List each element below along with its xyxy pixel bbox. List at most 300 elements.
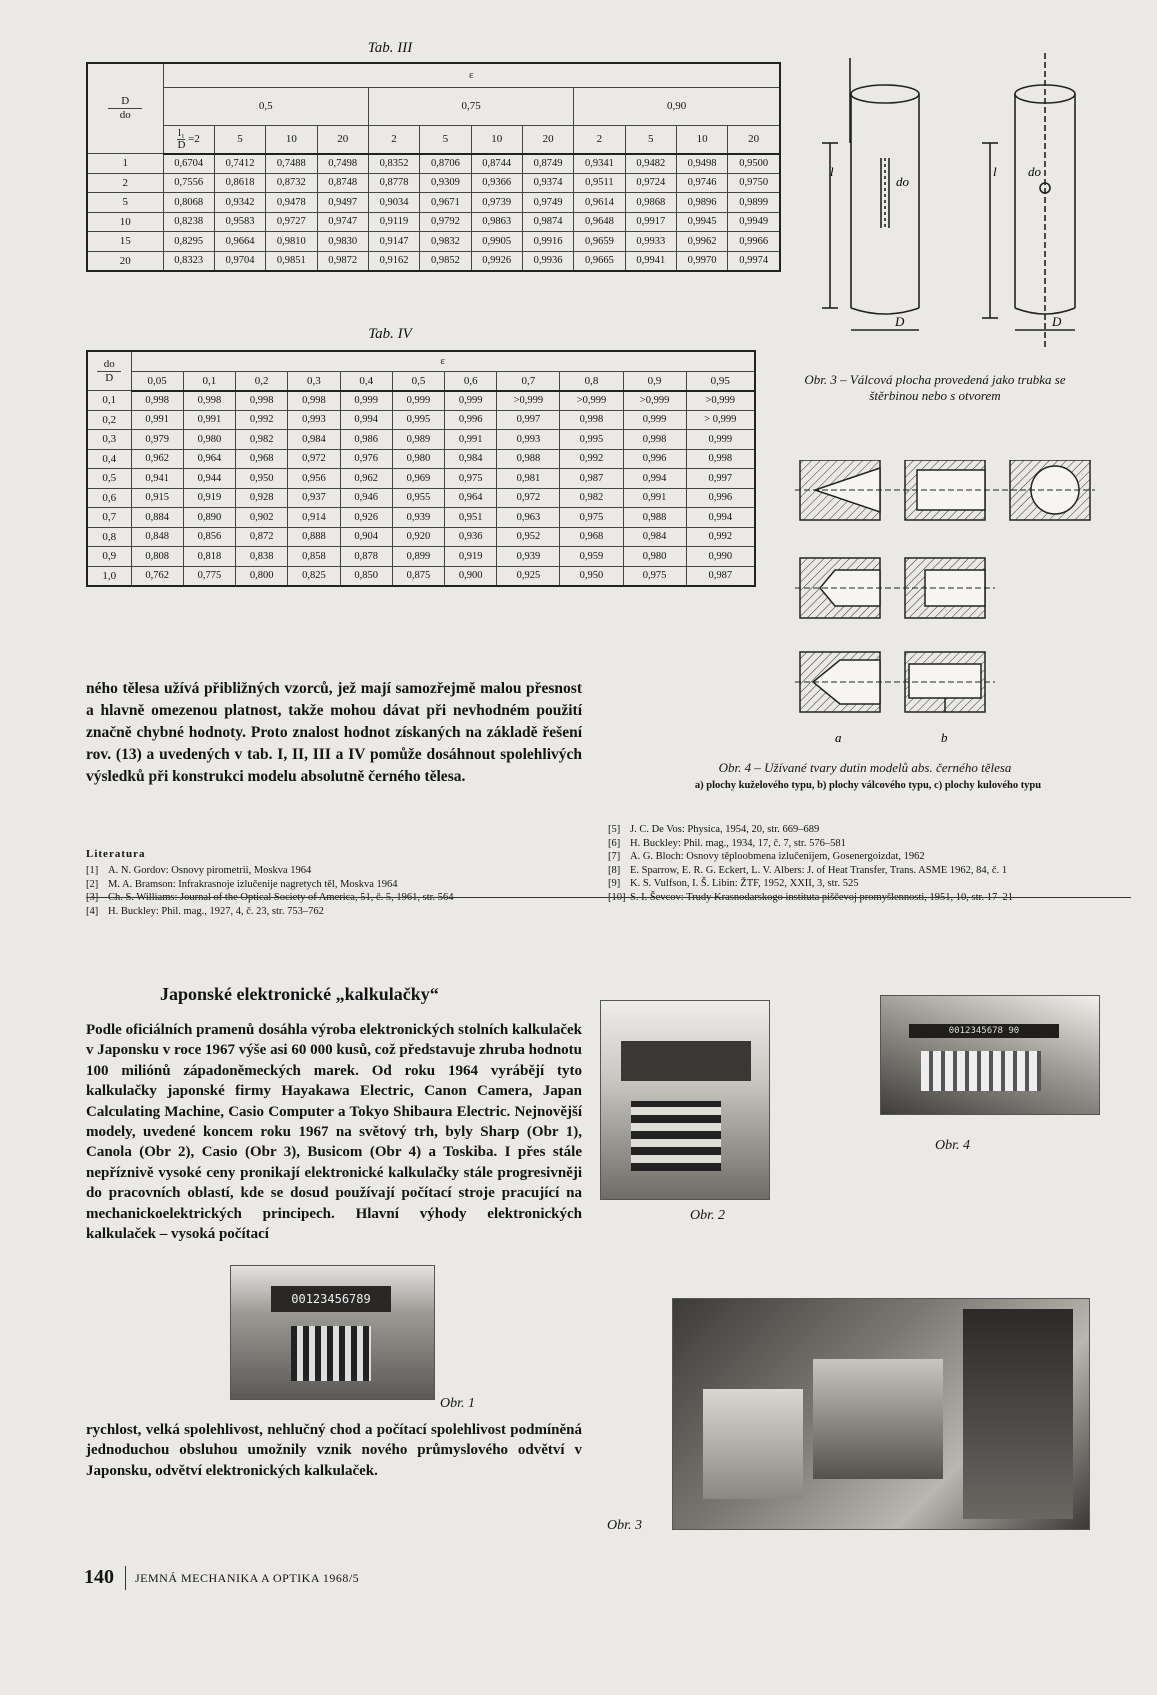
- tab4-cell: 0,936: [445, 527, 497, 547]
- tab3-cell: 0,9341: [574, 154, 625, 174]
- tab4-cell: 0,762: [131, 566, 183, 586]
- tab4-cell: 0,972: [288, 449, 340, 469]
- tab4-cell: 0,999: [392, 391, 444, 411]
- tab4-cell: 0,950: [560, 566, 623, 586]
- obr4-keypad: [921, 1051, 1041, 1091]
- tab3-cell: 0,9749: [522, 193, 573, 213]
- tab3-cell: 0,9916: [522, 232, 573, 252]
- tab3-cell: 0,9724: [625, 173, 676, 193]
- tab4-cell: 0,998: [623, 430, 686, 450]
- article-body-2: rychlost, velká spolehlivost, nehlučný chod a počítací spolehlivost podmíněná jednoduchou obsluhou umožnily vznik nového průmyslového odvětví v Japonsku, odvětví elektronických kalkulaček.: [86, 1422, 582, 1479]
- tab3-cell: 0,9917: [625, 212, 676, 232]
- reference-text: Ch. S. Williams: Journal of the Optical Society of America, 51, č. 5, 1961, str. 564: [108, 892, 454, 903]
- tab3-cell: 0,8706: [420, 154, 471, 174]
- tab3-cell: 0,9872: [317, 251, 368, 271]
- obr1-caption: Obr. 1: [440, 1396, 476, 1411]
- fig3-caption: Obr. 3 – Válcová plocha provedená jako trubka se štěrbinou nebo s otvorem: [804, 372, 1066, 403]
- tab4-cell: 0,994: [686, 508, 755, 528]
- tab3-cell: 0,9792: [420, 212, 471, 232]
- tab3-subcol: 5: [625, 125, 676, 154]
- tab3-cell: 0,9482: [625, 154, 676, 174]
- tab4-cell: 0,850: [340, 566, 392, 586]
- tab3-cell: 0,9478: [266, 193, 317, 213]
- tab4-cell: >0,999: [560, 391, 623, 411]
- tab4-cell: 0,996: [445, 410, 497, 430]
- fig4-subcaption: a) plochy kuželového typu, b) plochy válcového typu, c) plochy kulového typu: [694, 780, 1042, 791]
- tab3-cell: 0,8352: [368, 154, 419, 174]
- tab4-col-header: 0,05: [131, 371, 183, 391]
- reference-item: [608, 877, 1128, 891]
- tab4-cell: 0,919: [183, 488, 235, 508]
- tab3-subcol: 20: [522, 125, 573, 154]
- tab3-cell: 0,8749: [522, 154, 573, 174]
- tab3-cell: 0,9671: [420, 193, 471, 213]
- tab3-li-header: [163, 125, 214, 154]
- obr3-person: [963, 1309, 1073, 1519]
- tab3-cell: 0,9899: [728, 193, 780, 213]
- tab3-row: [87, 232, 780, 252]
- tab3-cell: 0,8732: [266, 173, 317, 193]
- tab4-cell: 0,975: [560, 508, 623, 528]
- obr3-photo: [672, 1298, 1090, 1530]
- fig3-label-do2: do: [1028, 164, 1041, 179]
- obr4-display: 0012345678 90: [909, 1024, 1059, 1038]
- reference-item: [86, 864, 586, 878]
- fig4-label-b: b: [941, 730, 948, 745]
- tab3-cell: 0,9034: [368, 193, 419, 213]
- tab4-cell: 0,986: [340, 430, 392, 450]
- tab4-col-header: 0,2: [236, 371, 288, 391]
- fig3-label-l2: l: [993, 164, 997, 179]
- obr3-caption: Obr. 3: [607, 1518, 643, 1533]
- tab4-col-header: 0,7: [497, 371, 560, 391]
- tab3-cell: 0,9614: [574, 193, 625, 213]
- tab3-subcol: 5: [420, 125, 471, 154]
- tab3-cell: 0,9810: [266, 232, 317, 252]
- tab4-cell: 0,964: [183, 449, 235, 469]
- tab4-cell: 0,962: [340, 469, 392, 489]
- tab3-cell: 0,9659: [574, 232, 625, 252]
- fig3-svg: [800, 48, 1130, 348]
- tab4-cell: 0,992: [236, 410, 288, 430]
- tab3-cell: 0,9962: [676, 232, 727, 252]
- tab3-cell: 0,9162: [368, 251, 419, 271]
- tab4-row-header: 0,3: [87, 430, 131, 450]
- tab4-cell: 0,878: [340, 547, 392, 567]
- obr4-photo: [880, 995, 1100, 1115]
- obr2-caption: Obr. 2: [690, 1208, 726, 1223]
- tab3-row-header: 20: [87, 251, 163, 271]
- tab4-cell: 0,925: [497, 566, 560, 586]
- reference-number: [6]: [608, 837, 621, 849]
- reference-item: [608, 850, 1128, 864]
- fig4-caption: Obr. 4 – Užívané tvary dutin modelů abs. černého tělesa: [718, 760, 1012, 775]
- tab3-cell: 0,9664: [214, 232, 265, 252]
- tab4-row-header: 0,9: [87, 547, 131, 567]
- tab4-cell: 0,976: [340, 449, 392, 469]
- tab4-table: [86, 350, 756, 587]
- tab4-cell: 0,838: [236, 547, 288, 567]
- tab3-row: [87, 173, 780, 193]
- main-paragraph: ného tělesa užívá přibližných vzorců, jež mají samozřejmě malou přesnost a hlavně omezenou platnost, takže mohou dávat při nevhodném použití značně chybné hodnoty. Proto znalost hodnot získaných na základě řešení rov. (13) a uvedených v tab. I, II, III a IV pomůže dosáhnout spolehlivých výsledků při konstrukci modelu absolutně černého tělesa.: [86, 680, 582, 785]
- tab4-cell: 0,989: [392, 430, 444, 450]
- tab4-cell: 0,941: [131, 469, 183, 489]
- tab3-cell: 0,9966: [728, 232, 780, 252]
- tab3-cell: 0,8618: [214, 173, 265, 193]
- tab4-cell: 0,951: [445, 508, 497, 528]
- reference-text: M. A. Bramson: Infrakrasnoje izlučenije nagretych těl, Moskva 1964: [108, 878, 398, 890]
- tab4-cell: 0,979: [131, 430, 183, 450]
- tab3-cell: 0,9868: [625, 193, 676, 213]
- tab3-cell: 0,9905: [471, 232, 522, 252]
- tab3-cell: 0,9830: [317, 232, 368, 252]
- tab3-do-label: do: [119, 109, 131, 121]
- tab4-cell: 0,900: [445, 566, 497, 586]
- tab4-cell: 0,997: [686, 469, 755, 489]
- tab4-cell: 0,944: [183, 469, 235, 489]
- tab4-cell: 0,919: [445, 547, 497, 567]
- tab3-row-header: 10: [87, 212, 163, 232]
- tab3-subcol: 10: [266, 125, 317, 154]
- tab4-cell: 0,818: [183, 547, 235, 567]
- tab4-cell: 0,999: [445, 391, 497, 411]
- tab4-cell: 0,858: [288, 547, 340, 567]
- tab4-cell: 0,904: [340, 527, 392, 547]
- tab3-eps-header: ε: [163, 63, 780, 87]
- tab4-row-header: 1,0: [87, 566, 131, 586]
- obr3-calculator: [703, 1389, 803, 1499]
- tab4-row: [87, 391, 755, 411]
- fig3-diagram: [800, 48, 1130, 348]
- tab3-cell: 0,9747: [317, 212, 368, 232]
- article-heading: Japonské elektronické „kalkulačky“: [160, 984, 439, 1004]
- literature-title: Literatura: [86, 848, 146, 860]
- tab4-col-header: 0,1: [183, 371, 235, 391]
- tab4-cell: 0,825: [288, 566, 340, 586]
- tab3-cell: 0,9945: [676, 212, 727, 232]
- tab4-cell: 0,998: [236, 391, 288, 411]
- tab4-cell: 0,856: [183, 527, 235, 547]
- tab3-cell: 0,9147: [368, 232, 419, 252]
- fig3-label-D: D: [895, 314, 905, 329]
- tab3-cell: 0,9500: [728, 154, 780, 174]
- tab4-cell: 0,956: [288, 469, 340, 489]
- reference-text: E. Sparrow, E. R. G. Eckert, L. V. Albers: J. of Heat Transfer, Trans. ASME 1962, 84, č. 1: [630, 864, 1008, 876]
- tab4-cell: 0,980: [623, 547, 686, 567]
- tab3-group-3: 0,90: [574, 87, 780, 125]
- tab4-row: [87, 469, 755, 489]
- tab4-cell: > 0,999: [686, 410, 755, 430]
- tab3-table: [86, 62, 781, 272]
- tab4-cell: 0,980: [183, 430, 235, 450]
- tab3-cell: 0,6704: [163, 154, 214, 174]
- tab4-cell: 0,939: [497, 547, 560, 567]
- fig4-svg: [795, 460, 1095, 760]
- tab4-cell: 0,964: [445, 488, 497, 508]
- tab3-cell: 0,9863: [471, 212, 522, 232]
- tab3-subcol: 5: [214, 125, 265, 154]
- tab3-li-d-label: D: [177, 138, 186, 151]
- tab3-row: [87, 154, 780, 174]
- tab4-cell: 0,926: [340, 508, 392, 528]
- reference-text: K. S. Vulfson, I. Š. Libin: ŽTF, 1952, XXII, 3, str. 525: [630, 878, 859, 889]
- tab4-cell: 0,999: [623, 410, 686, 430]
- tab4-cell: 0,950: [236, 469, 288, 489]
- tab4-cell: 0,775: [183, 566, 235, 586]
- tab4-cell: 0,800: [236, 566, 288, 586]
- obr1-photo: [230, 1265, 435, 1400]
- tab4-col-header: 0,8: [560, 371, 623, 391]
- reference-item: [608, 823, 1128, 837]
- tab4-row: [87, 488, 755, 508]
- tab4-cell: 0,982: [560, 488, 623, 508]
- tab4-row: [87, 547, 755, 567]
- tab3-cell: 0,9896: [676, 193, 727, 213]
- obr2-screen: [621, 1041, 751, 1081]
- tab3-group-2: 0,75: [368, 87, 573, 125]
- reference-item: [86, 905, 586, 919]
- tab4-cell: 0,984: [288, 430, 340, 450]
- obr1-keypad: [291, 1326, 371, 1381]
- tab4-cell: 0,875: [392, 566, 444, 586]
- refs-right: [608, 823, 1128, 904]
- tab3-li-label: l₁: [177, 126, 185, 139]
- footer-divider: [125, 1566, 126, 1590]
- tab4-do-label: do: [97, 358, 121, 372]
- tab4-cell: 0,937: [288, 488, 340, 508]
- tab4-cell: 0,996: [686, 488, 755, 508]
- tab4-row-header: 0,6: [87, 488, 131, 508]
- tab3-subcol: 20: [317, 125, 368, 154]
- tab3-subcol: 10: [471, 125, 522, 154]
- tab3-d-label: D: [108, 95, 142, 109]
- tab4-row: [87, 449, 755, 469]
- tab3-cell: 0,9374: [522, 173, 573, 193]
- tab4-cell: 0,999: [686, 430, 755, 450]
- tab4-cell: 0,994: [623, 469, 686, 489]
- obr2-keypad: [631, 1101, 721, 1171]
- tab4-cell: 0,994: [340, 410, 392, 430]
- tab3-body: [87, 154, 780, 271]
- tab4-cell: 0,993: [288, 410, 340, 430]
- tab4-cell: 0,984: [623, 527, 686, 547]
- tab4-cell: 0,987: [686, 566, 755, 586]
- tab4-cell: 0,955: [392, 488, 444, 508]
- tab3-cell: 0,9750: [728, 173, 780, 193]
- tab4-container: [86, 350, 756, 587]
- reference-number: [1]: [86, 865, 99, 876]
- tab4-row: [87, 410, 755, 430]
- tab4-cell: 0,914: [288, 508, 340, 528]
- tab3-row-header: 15: [87, 232, 163, 252]
- tab4-cell: 0,968: [236, 449, 288, 469]
- tab3-cell: 0,9704: [214, 251, 265, 271]
- article-body: Podle oficiálních pramenů dosáhla výroba elektronických stolních kalkulaček v Japonsku v roce 1967 výše asi 60 000 kusů, což představuje zhruba hodnotu 100 miliónů západoněmeckých marek. Od roku 1964 vyrábějí tyto kalkulačky japonské firmy Hayakawa Electric, Canon Camera, Japan Calculating Machine, Casio Computer a Tokyo Shibaura Electric. Nejnovější modely, uvedené koncem roku 1967 na světový trh, byly Sharp (Obr 1), Canola (Obr 2), Casio (Obr 3), Busicom (Obr 4) a Toskiba. I přes stále nepříznivě vysoké ceny pronikají elektronické kalkulačky stále progresivněji do pracovních oblastí, kde se dosud používají počítací stroje pracující na mechanickoelektrických principech. Hlavní výhody elektronických kalkulaček – vysoká počítací: [86, 1022, 582, 1243]
- reference-item: [608, 864, 1128, 878]
- tab4-cell: 0,984: [445, 449, 497, 469]
- tab4-col-header: 0,6: [445, 371, 497, 391]
- tab4-cell: 0,969: [392, 469, 444, 489]
- tab4-d-label: D: [105, 371, 114, 384]
- reference-text: A. G. Bloch: Osnovy těploobmena izlučenijem, Gosenergoizdat, 1962: [630, 851, 925, 862]
- tab4-cell: 0,962: [131, 449, 183, 469]
- tab3-corner: [87, 63, 163, 154]
- tab4-row-header: 0,7: [87, 508, 131, 528]
- fig3-label-do: do: [896, 174, 909, 189]
- tab4-cell: 0,975: [445, 469, 497, 489]
- tab3-cell: 0,8748: [317, 173, 368, 193]
- tab3-cell: 0,7498: [317, 154, 368, 174]
- reference-number: [10]: [608, 891, 626, 903]
- tab4-row-header: 0,8: [87, 527, 131, 547]
- section-divider: [86, 897, 1131, 898]
- tab4-cell: 0,959: [560, 547, 623, 567]
- tab3-cell: 0,9648: [574, 212, 625, 232]
- reference-number: [3]: [86, 892, 99, 903]
- tab3-cell: 0,9941: [625, 251, 676, 271]
- tab3-subcol: 20: [728, 125, 780, 154]
- tab3-row: [87, 251, 780, 271]
- tab3-row-header: 2: [87, 173, 163, 193]
- tab3-cell: 0,9739: [471, 193, 522, 213]
- page-number: 140: [84, 1566, 114, 1588]
- tab3-cell: 0,8295: [163, 232, 214, 252]
- tab3-cell: 0,9498: [676, 154, 727, 174]
- tab3-cell: 0,9851: [266, 251, 317, 271]
- tab4-cell: 0,991: [623, 488, 686, 508]
- tab3-cell: 0,9497: [317, 193, 368, 213]
- tab3-cell: 0,8778: [368, 173, 419, 193]
- tab3-subcol: 2: [574, 125, 625, 154]
- tab4-cell: 0,988: [623, 508, 686, 528]
- tab4-cell: 0,991: [131, 410, 183, 430]
- tab3-cell: 0,9583: [214, 212, 265, 232]
- tab3-cell: 0,9309: [420, 173, 471, 193]
- tab3-container: [86, 62, 781, 272]
- tab4-col-header: 0,5: [392, 371, 444, 391]
- tab3-cell: 0,9874: [522, 212, 573, 232]
- tab4-cell: 0,939: [392, 508, 444, 528]
- tab4-cell: 0,968: [560, 527, 623, 547]
- obr1-display: 00123456789: [271, 1286, 391, 1312]
- tab4-col-header: 0,9: [623, 371, 686, 391]
- tab4-cell: 0,946: [340, 488, 392, 508]
- tab4-cell: 0,920: [392, 527, 444, 547]
- tab3-row: [87, 193, 780, 213]
- tab3-cell: 0,8068: [163, 193, 214, 213]
- tab4-cell: 0,987: [560, 469, 623, 489]
- tab3-cell: 0,9511: [574, 173, 625, 193]
- refs-left: [86, 864, 586, 918]
- tab3-cell: 0,7488: [266, 154, 317, 174]
- tab4-cell: 0,975: [623, 566, 686, 586]
- tab4-row: [87, 508, 755, 528]
- tab4-cell: >0,999: [623, 391, 686, 411]
- journal-name: JEMNÁ MECHANIKA A OPTIKA 1968/5: [135, 1571, 360, 1585]
- reference-text: A. N. Gordov: Osnovy pirometrii, Moskva 1964: [108, 865, 312, 876]
- fig3-label-D2: D: [1052, 314, 1062, 329]
- reference-text: H. Buckley: Phil. mag., 1927, 4, č. 23, str. 753–762: [108, 905, 324, 917]
- fig4-label-a: a: [835, 730, 842, 745]
- tab3-cell: 0,9832: [420, 232, 471, 252]
- tab3-row: [87, 212, 780, 232]
- tab4-cell: 0,888: [288, 527, 340, 547]
- tab3-cell: 0,9936: [522, 251, 573, 271]
- tab3-row-header: 5: [87, 193, 163, 213]
- tab3-group-1: 0,5: [163, 87, 368, 125]
- reference-item: [608, 837, 1128, 851]
- tab4-eps-header: ε: [131, 351, 755, 371]
- tab4-col-header: 0,3: [288, 371, 340, 391]
- tab4-body: [87, 391, 755, 586]
- tab4-cell: 0,915: [131, 488, 183, 508]
- tab4-cell: 0,963: [497, 508, 560, 528]
- tab4-cell: 0,998: [131, 391, 183, 411]
- fig3-label-l: l: [830, 164, 834, 179]
- tab4-cell: 0,952: [497, 527, 560, 547]
- reference-text: H. Buckley: Phil. mag., 1934, 17, č. 7, str. 576–581: [630, 837, 846, 849]
- reference-number: [9]: [608, 878, 621, 889]
- tab4-row-header: 0,2: [87, 410, 131, 430]
- reference-text: J. C. De Vos: Physica, 1954, 20, str. 669–689: [630, 824, 820, 835]
- tab3-cell: 0,9727: [266, 212, 317, 232]
- tab4-cell: 0,982: [236, 430, 288, 450]
- tab3-cell: 0,8744: [471, 154, 522, 174]
- reference-number: [8]: [608, 864, 621, 876]
- tab3-cell: 0,9974: [728, 251, 780, 271]
- tab3-title: Tab. III: [367, 40, 413, 56]
- tab4-cell: 0,996: [623, 449, 686, 469]
- tab3-cell: 0,9933: [625, 232, 676, 252]
- tab3-cell: 0,9949: [728, 212, 780, 232]
- tab4-cell: 0,928: [236, 488, 288, 508]
- tab4-cell: 0,848: [131, 527, 183, 547]
- reference-number: [4]: [86, 905, 99, 917]
- tab3-eq2: =2: [188, 132, 200, 145]
- tab4-row-header: 0,1: [87, 391, 131, 411]
- tab4-cell: 0,998: [560, 410, 623, 430]
- tab3-cell: 0,9342: [214, 193, 265, 213]
- tab4-row: [87, 430, 755, 450]
- obr4-caption: Obr. 4: [935, 1138, 971, 1153]
- tab4-cell: 0,995: [392, 410, 444, 430]
- tab4-cell: >0,999: [497, 391, 560, 411]
- tab4-title: Tab. IV: [368, 326, 412, 342]
- tab4-row-header: 0,4: [87, 449, 131, 469]
- tab4-cell: >0,999: [686, 391, 755, 411]
- tab4-cell: 0,999: [340, 391, 392, 411]
- tab4-corner: [87, 351, 131, 391]
- tab3-subcol: 2: [368, 125, 419, 154]
- tab3-cell: 0,9926: [471, 251, 522, 271]
- reference-number: [7]: [608, 851, 621, 862]
- tab3-cell: 0,9746: [676, 173, 727, 193]
- tab4-cell: 0,902: [236, 508, 288, 528]
- tab4-cell: 0,993: [497, 430, 560, 450]
- tab4-cell: 0,981: [497, 469, 560, 489]
- tab4-cell: 0,998: [686, 449, 755, 469]
- tab3-cell: 0,9119: [368, 212, 419, 232]
- tab4-cell: 0,995: [560, 430, 623, 450]
- tab3-cell: 0,7556: [163, 173, 214, 193]
- tab4-row-header: 0,5: [87, 469, 131, 489]
- obr2-photo: [600, 1000, 770, 1200]
- tab4-cell: 0,972: [497, 488, 560, 508]
- fig4-diagram: [795, 460, 1095, 760]
- tab4-cell: 0,884: [131, 508, 183, 528]
- tab4-col-headers: [87, 371, 755, 391]
- tab3-cell: 0,9970: [676, 251, 727, 271]
